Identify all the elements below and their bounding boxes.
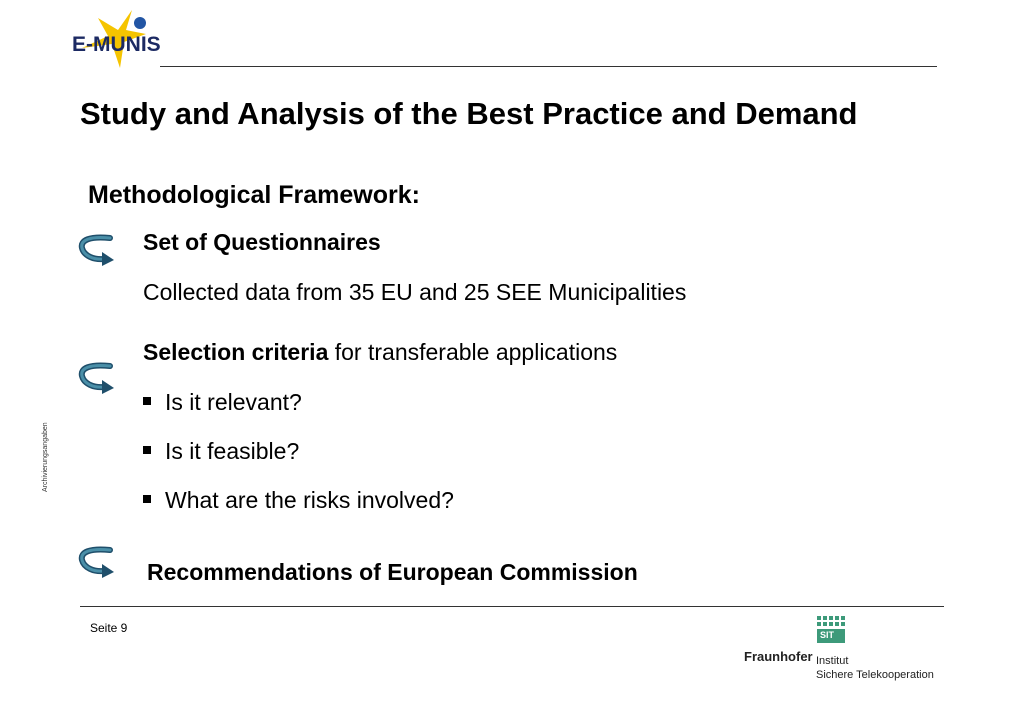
archive-label: Archivierungsangaben xyxy=(42,422,49,492)
bullet-icon xyxy=(143,495,151,503)
section3-heading: Recommendations of European Commission xyxy=(147,559,638,585)
bullet-text: Is it feasible? xyxy=(165,438,300,464)
curved-arrow-icon xyxy=(76,546,116,580)
fraunhofer-logo xyxy=(744,615,944,687)
bullet-icon xyxy=(143,397,151,405)
list-item xyxy=(143,389,302,416)
slide-subtitle: Methodological Framework: xyxy=(88,181,420,209)
curved-arrow-icon xyxy=(76,362,116,396)
section1-heading: Set of Questionnaires xyxy=(143,229,381,255)
logo-text: E-MUNIS xyxy=(72,33,161,56)
bullet-text: Is it relevant? xyxy=(165,389,302,415)
section1-text: Collected data from 35 EU and 25 SEE Municipalities xyxy=(143,279,687,305)
section2-heading-rest: for transferable applications xyxy=(328,339,618,365)
emunis-logo xyxy=(62,8,172,70)
curved-arrow-icon xyxy=(76,234,116,268)
bullet-icon xyxy=(143,446,151,454)
fraunhofer-name: Fraunhofer xyxy=(744,649,813,664)
institute-line1: Institut xyxy=(816,655,849,667)
section2-heading xyxy=(143,339,617,366)
list-item xyxy=(143,438,299,465)
slide-title: Study and Analysis of the Best Practice and Demand xyxy=(80,96,858,131)
bullet-text: What are the risks involved? xyxy=(165,487,454,513)
sit-badge: SIT xyxy=(820,630,835,640)
page-number: Seite 9 xyxy=(90,621,128,635)
top-divider xyxy=(160,66,937,67)
institute-line2: Sichere Telekooperation xyxy=(816,669,934,681)
list-item xyxy=(143,487,454,514)
bottom-divider xyxy=(80,606,944,607)
section2-heading-bold: Selection criteria xyxy=(143,339,329,365)
